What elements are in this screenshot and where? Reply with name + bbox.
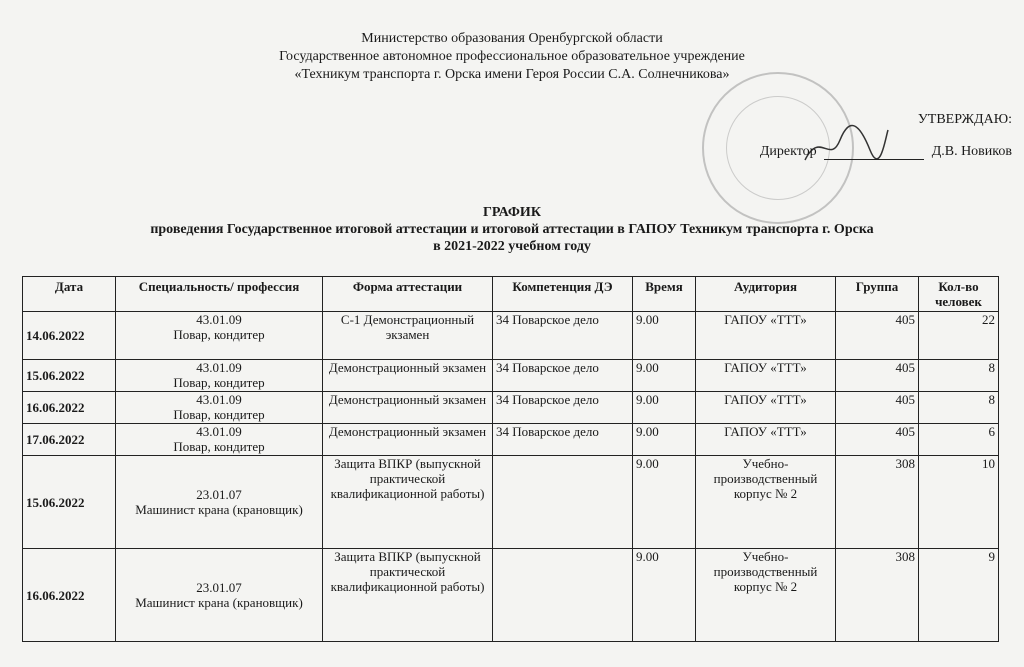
cell-room: Учебно-производственный корпус № 2 (696, 456, 836, 549)
specialty-name: Повар, кондитер (173, 327, 265, 342)
cell-specialty (116, 360, 323, 392)
cell-specialty (116, 424, 323, 456)
approval-signature-line (760, 144, 1012, 160)
specialty-code: 43.01.09 (196, 360, 242, 375)
cell-room: ГАПОУ «ТТТ» (696, 392, 836, 424)
title-line2: проведения Государственное итоговой аттестации и итоговой аттестации в ГАПОУ Техникум транспорта г. Орска (150, 222, 874, 237)
specialty-code: 23.01.07 (196, 580, 242, 595)
cell-date: 16.06.2022 (23, 392, 116, 424)
cell-competence: 34 Поварское дело (493, 392, 633, 424)
director-position: Директор (759, 144, 817, 159)
cell-time: 9.00 (633, 549, 696, 642)
cell-competence (493, 549, 633, 642)
cell-competence (493, 456, 633, 549)
director-name: Д.В. Новиков (931, 144, 1012, 159)
document-title (0, 204, 1024, 255)
table-row (23, 456, 999, 549)
cell-time: 9.00 (633, 456, 696, 549)
cell-date: 15.06.2022 (23, 360, 116, 392)
specialty-name: Машинист крана (крановщик) (135, 595, 303, 610)
cell-count: 6 (919, 424, 999, 456)
cell-form: Защита ВПКР (выпускной практической квалификационной работы) (323, 549, 493, 642)
cell-group: 405 (836, 392, 919, 424)
cell-date: 16.06.2022 (23, 549, 116, 642)
cell-room: ГАПОУ «ТТТ» (696, 424, 836, 456)
cell-time: 9.00 (633, 360, 696, 392)
header-group: Группа (836, 277, 919, 312)
cell-room: Учебно-производственный корпус № 2 (696, 549, 836, 642)
cell-date: 17.06.2022 (23, 424, 116, 456)
cell-time: 9.00 (633, 392, 696, 424)
cell-count: 8 (919, 392, 999, 424)
cell-specialty (116, 456, 323, 549)
cell-count: 10 (919, 456, 999, 549)
title-line3: в 2021-2022 учебном году (433, 239, 591, 254)
specialty-code: 43.01.09 (196, 312, 242, 327)
cell-time: 9.00 (633, 424, 696, 456)
approve-label: УТВЕРЖДАЮ: (917, 112, 1012, 127)
specialty-name: Повар, кондитер (173, 375, 265, 390)
header-count: Кол-во человек (919, 277, 999, 312)
header-form: Форма аттестации (323, 277, 493, 312)
cell-group: 308 (836, 456, 919, 549)
cell-form: С-1 Демонстрационный экзамен (323, 312, 493, 360)
cell-form: Демонстрационный экзамен (323, 392, 493, 424)
cell-specialty (116, 312, 323, 360)
cell-competence: 34 Поварское дело (493, 424, 633, 456)
specialty-code: 43.01.09 (196, 424, 242, 439)
cell-form: Демонстрационный экзамен (323, 360, 493, 392)
cell-group: 405 (836, 424, 919, 456)
cell-competence: 34 Поварское дело (493, 360, 633, 392)
cell-count: 8 (919, 360, 999, 392)
specialty-code: 43.01.09 (196, 392, 242, 407)
cell-count: 9 (919, 549, 999, 642)
table-row (23, 312, 999, 360)
table-row (23, 360, 999, 392)
approval-block (760, 112, 1012, 160)
specialty-code: 23.01.07 (196, 487, 242, 502)
cell-group: 405 (836, 312, 919, 360)
cell-room: ГАПОУ «ТТТ» (696, 312, 836, 360)
specialty-name: Машинист крана (крановщик) (135, 502, 303, 517)
header-room: Аудитория (696, 277, 836, 312)
table-header-row (23, 277, 999, 312)
title-main: ГРАФИК (483, 205, 541, 220)
cell-group: 405 (836, 360, 919, 392)
header-date: Дата (23, 277, 116, 312)
cell-group: 308 (836, 549, 919, 642)
cell-specialty (116, 392, 323, 424)
cell-date: 14.06.2022 (23, 312, 116, 360)
table-row (23, 549, 999, 642)
specialty-name: Повар, кондитер (173, 407, 265, 422)
cell-date: 15.06.2022 (23, 456, 116, 549)
signature-line (824, 159, 924, 160)
header-competence: Компетенция ДЭ (493, 277, 633, 312)
table-row (23, 392, 999, 424)
header-time: Время (633, 277, 696, 312)
specialty-name: Повар, кондитер (173, 439, 265, 454)
cell-form: Демонстрационный экзамен (323, 424, 493, 456)
cell-form: Защита ВПКР (выпускной практической квалификационной работы) (323, 456, 493, 549)
table-row (23, 424, 999, 456)
cell-specialty (116, 549, 323, 642)
institution-name: «Техникум транспорта г. Орска имени Героя России С.А. Солнечникова» (294, 67, 730, 82)
schedule-table (22, 276, 999, 642)
institution-type: Государственное автономное профессиональное образовательное учреждение (279, 49, 745, 64)
header-specialty: Специальность/ профессия (116, 277, 323, 312)
document-header (0, 30, 1024, 84)
cell-room: ГАПОУ «ТТТ» (696, 360, 836, 392)
cell-time: 9.00 (633, 312, 696, 360)
ministry-name: Министерство образования Оренбургской области (361, 31, 663, 46)
cell-count: 22 (919, 312, 999, 360)
cell-competence: 34 Поварское дело (493, 312, 633, 360)
